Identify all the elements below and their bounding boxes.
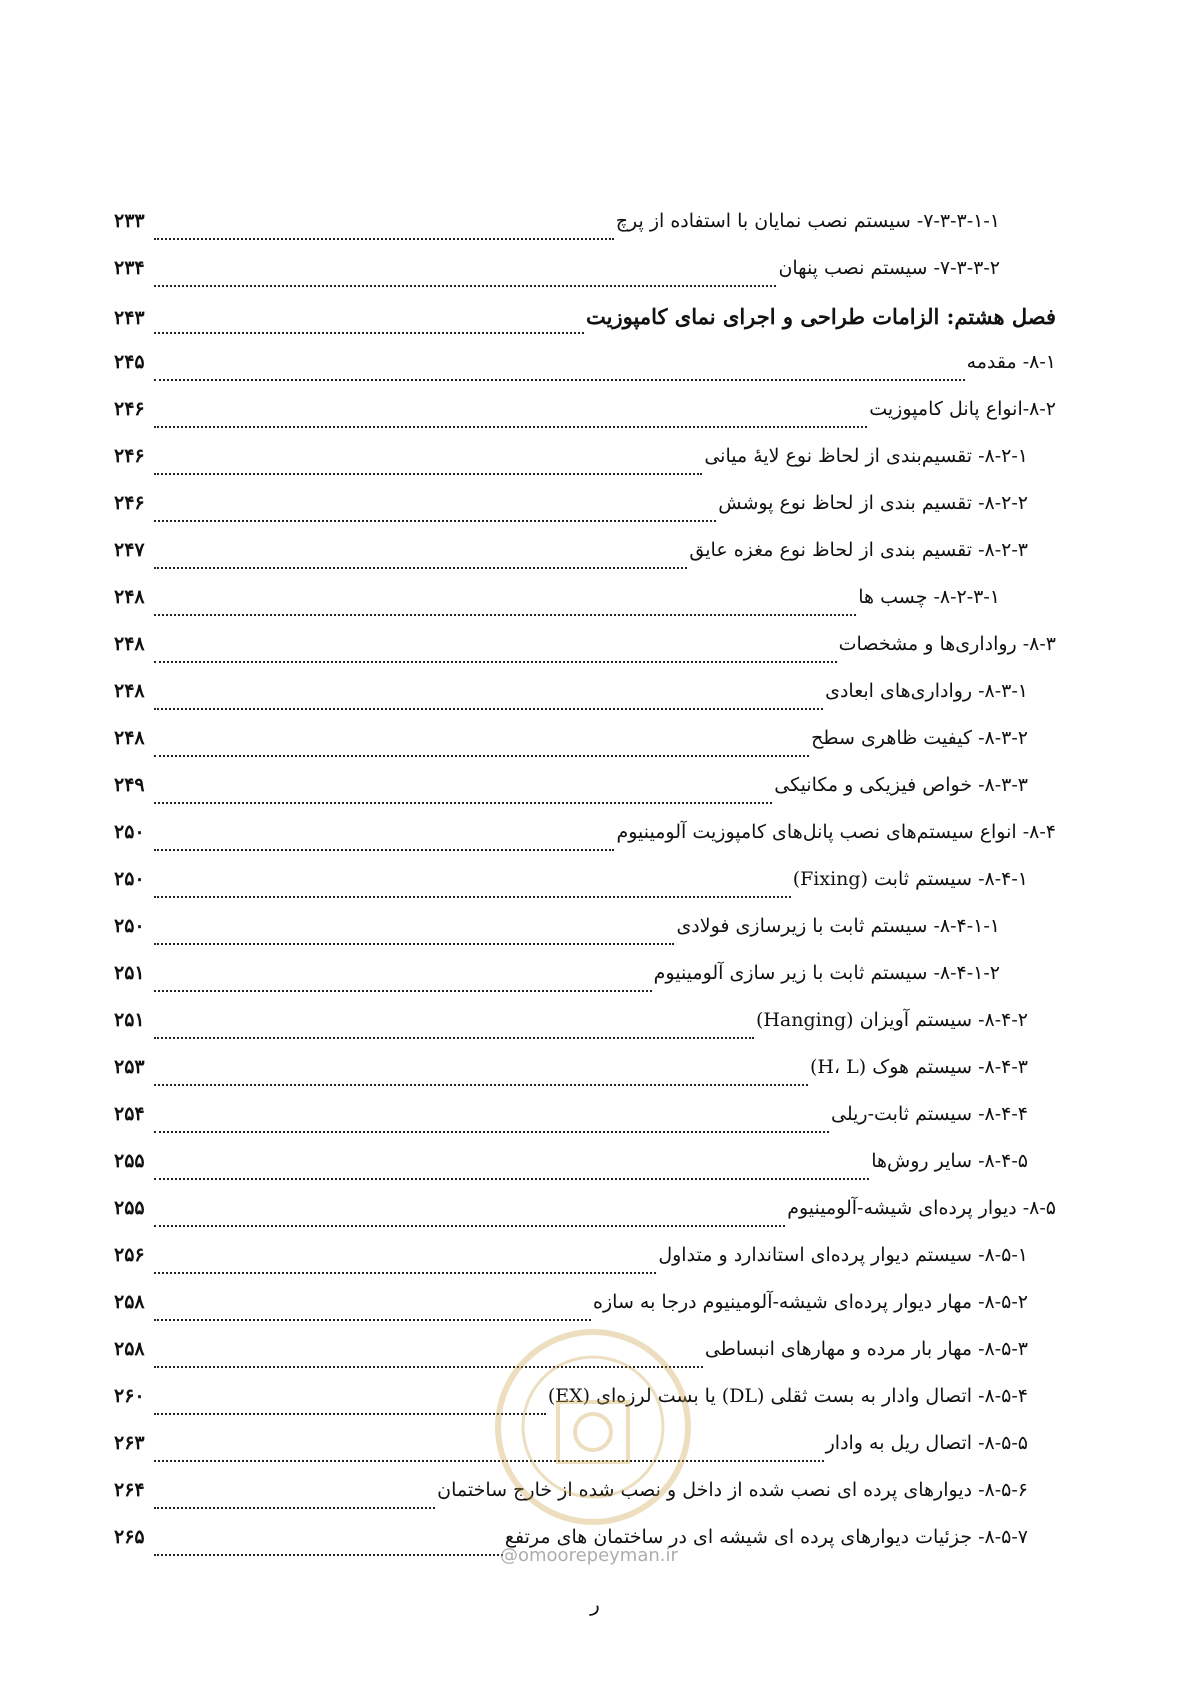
toc-entry[interactable] bbox=[114, 1432, 1056, 1479]
dot-leader bbox=[154, 1037, 754, 1039]
toc-entry-page: ۲۵۰ bbox=[114, 915, 145, 937]
dot-leader bbox=[154, 1319, 591, 1321]
toc-entry[interactable] bbox=[114, 1056, 1056, 1103]
toc-entry[interactable] bbox=[114, 398, 1056, 445]
toc-entry[interactable] bbox=[114, 1338, 1056, 1385]
toc-entry-page: ۲۵۰ bbox=[114, 868, 145, 890]
toc-entry-title: ۸-۴-۵- سایر روش‌ها bbox=[871, 1150, 1028, 1172]
toc-entry-title: ۸-۵-۲- مهار دیوار پرده‌ای شیشه-آلومینیوم درجا به سازه bbox=[593, 1291, 1028, 1313]
table-of-contents bbox=[114, 210, 1056, 1573]
toc-entry[interactable] bbox=[114, 210, 1056, 257]
toc-entry-title: ۸-۲-انواع پانل کامپوزیت bbox=[869, 398, 1056, 420]
toc-entry-page: ۲۵۸ bbox=[114, 1338, 145, 1360]
dot-leader bbox=[154, 1460, 824, 1462]
dot-leader bbox=[154, 1272, 656, 1274]
dot-leader bbox=[154, 332, 584, 334]
toc-entry-title: ۸-۴- انواع سیستم‌های نصب پانل‌های کامپوزیت آلومینیوم bbox=[616, 821, 1056, 843]
toc-entry-title: ۸-۲-۲- تقسیم بندی از لحاظ نوع پوشش bbox=[718, 492, 1028, 514]
toc-entry[interactable] bbox=[114, 304, 1056, 351]
dot-leader bbox=[154, 379, 965, 381]
toc-entry-page: ۲۴۵ bbox=[114, 351, 145, 373]
toc-entry-title: ۸-۳-۱- رواداری‌های ابعادی bbox=[825, 680, 1028, 702]
toc-entry-page: ۲۵۵ bbox=[114, 1197, 145, 1219]
toc-entry[interactable] bbox=[114, 1385, 1056, 1432]
dot-leader bbox=[154, 567, 687, 569]
toc-entry[interactable] bbox=[114, 868, 1056, 915]
toc-entry-title: ۸-۵-۳- مهار بار مرده و مهارهای انبساطی bbox=[704, 1338, 1028, 1360]
toc-entry-title: ۸-۵- دیوار پرده‌ای شیشه-آلومینیوم bbox=[787, 1197, 1056, 1219]
toc-entry[interactable] bbox=[114, 1103, 1056, 1150]
dot-leader bbox=[154, 1554, 503, 1556]
dot-leader bbox=[154, 1413, 546, 1415]
toc-entry-page: ۲۴۸ bbox=[114, 727, 145, 749]
toc-entry-page: ۲۵۱ bbox=[114, 962, 145, 984]
dot-leader bbox=[154, 755, 809, 757]
toc-entry[interactable] bbox=[114, 915, 1056, 962]
dot-leader bbox=[154, 708, 823, 710]
toc-entry-page: ۲۴۷ bbox=[114, 539, 145, 561]
toc-entry-page: ۲۴۶ bbox=[114, 492, 145, 514]
toc-entry[interactable] bbox=[114, 445, 1056, 492]
toc-entry-title: ۸-۴-۳- سیستم هوک (H، L) bbox=[809, 1056, 1028, 1078]
toc-entry-title: ۸-۴-۱- سیستم ثابت (Fixing) bbox=[792, 868, 1028, 890]
toc-entry-title: ۸-۳-۳- خواص فیزیکی و مکانیکی bbox=[774, 774, 1028, 796]
toc-entry-title: ۸-۲-۳- تقسیم بندی از لحاظ نوع مغزه عایق bbox=[689, 539, 1028, 561]
dot-leader bbox=[154, 1225, 785, 1227]
toc-entry-page: ۲۴۶ bbox=[114, 398, 145, 420]
toc-entry-title: ۸-۵-۶- دیوارهای پرده ای نصب شده از داخل و نصب شده از خارج ساختمان bbox=[437, 1479, 1028, 1501]
toc-entry[interactable] bbox=[114, 1009, 1056, 1056]
toc-entry[interactable] bbox=[114, 586, 1056, 633]
dot-leader bbox=[154, 473, 702, 475]
toc-entry-page: ۲۶۴ bbox=[114, 1479, 145, 1501]
dot-leader bbox=[154, 1178, 869, 1180]
toc-entry-title: ۸-۴-۱-۲- سیستم ثابت با زیر سازی آلومینیوم bbox=[653, 962, 1000, 984]
toc-entry-page: ۲۶۵ bbox=[114, 1526, 145, 1548]
dot-leader bbox=[154, 849, 614, 851]
dot-leader bbox=[154, 943, 674, 945]
toc-entry[interactable] bbox=[114, 962, 1056, 1009]
toc-entry-title: ۸-۲-۱- تقسیم‌بندی از لحاظ نوع لایۀ میانی bbox=[704, 445, 1028, 467]
toc-entry-title: فصل هشتم: الزامات طراحی و اجرای نمای کامپوزیت bbox=[586, 304, 1056, 329]
dot-leader bbox=[154, 238, 614, 240]
toc-entry-page: ۲۵۵ bbox=[114, 1150, 145, 1172]
toc-entry-page: ۲۵۰ bbox=[114, 821, 145, 843]
dot-leader bbox=[154, 802, 772, 804]
toc-entry-title: ۸-۵-۷- جزئیات دیوارهای پرده ای شیشه ای در ساختمان های مرتفع bbox=[504, 1526, 1028, 1548]
watermark-text: @omoorepeyman.ir bbox=[500, 1545, 678, 1566]
toc-entry[interactable] bbox=[114, 821, 1056, 868]
toc-entry-title: ۸-۴-۲- سیستم آویزان (Hanging) bbox=[755, 1009, 1028, 1031]
dot-leader bbox=[154, 990, 652, 992]
toc-entry-title: ۸-۵-۱- سیستم دیوار پرده‌ای استاندارد و متداول bbox=[658, 1244, 1028, 1266]
toc-entry-title: ۷-۳-۳-۲- سیستم نصب پنهان bbox=[778, 257, 1000, 279]
toc-entry-page: ۲۴۸ bbox=[114, 680, 145, 702]
toc-entry-page: ۲۴۳ bbox=[114, 307, 145, 329]
dot-leader bbox=[154, 285, 776, 287]
toc-entry[interactable] bbox=[114, 680, 1056, 727]
toc-entry[interactable] bbox=[114, 1197, 1056, 1244]
dot-leader bbox=[154, 1084, 808, 1086]
toc-entry-page: ۲۶۳ bbox=[114, 1432, 145, 1454]
toc-entry-title: ۸-۴-۴- سیستم ثابت-ریلی bbox=[831, 1103, 1028, 1125]
toc-entry-title: ۷-۳-۳-۱-۱- سیستم نصب نمایان با استفاده از پرچ bbox=[615, 210, 1000, 232]
dot-leader bbox=[154, 426, 867, 428]
dot-leader bbox=[154, 1366, 703, 1368]
toc-entry[interactable] bbox=[114, 1244, 1056, 1291]
toc-entry-page: ۲۳۳ bbox=[114, 210, 145, 232]
toc-entry-page: ۲۵۱ bbox=[114, 1009, 145, 1031]
toc-entry-title: ۸-۱- مقدمه bbox=[966, 351, 1056, 373]
toc-entry-page: ۲۵۳ bbox=[114, 1056, 145, 1078]
toc-entry[interactable] bbox=[114, 1291, 1056, 1338]
toc-entry-title: ۸-۲-۳-۱- چسب ها bbox=[858, 586, 1000, 608]
dot-leader bbox=[154, 520, 716, 522]
dot-leader bbox=[154, 661, 837, 663]
toc-entry-page: ۲۴۶ bbox=[114, 445, 145, 467]
dot-leader bbox=[154, 614, 856, 616]
page-number: ر bbox=[590, 1592, 600, 1616]
toc-entry-page: ۲۴۸ bbox=[114, 633, 145, 655]
dot-leader bbox=[154, 896, 791, 898]
toc-entry[interactable] bbox=[114, 1150, 1056, 1197]
toc-entry-title: ۸-۳-۲- کیفیت ظاهری سطح bbox=[811, 727, 1028, 749]
toc-entry[interactable] bbox=[114, 727, 1056, 774]
toc-entry-title: ۸-۵-۵- اتصال ریل به وادار bbox=[825, 1432, 1028, 1454]
toc-entry-page: ۲۵۶ bbox=[114, 1244, 145, 1266]
toc-entry-page: ۲۴۹ bbox=[114, 774, 145, 796]
toc-entry-title: ۸-۵-۴- اتصال وادار به بست ثقلی (DL) یا بست لرزه‌ای (EX) bbox=[547, 1385, 1028, 1407]
toc-entry-page: ۲۴۸ bbox=[114, 586, 145, 608]
toc-entry[interactable] bbox=[114, 492, 1056, 539]
toc-entry[interactable] bbox=[114, 633, 1056, 680]
toc-entry[interactable] bbox=[114, 539, 1056, 586]
toc-entry-page: ۲۵۸ bbox=[114, 1291, 145, 1313]
toc-entry-page: ۲۶۰ bbox=[114, 1385, 145, 1407]
toc-entry-page: ۲۳۴ bbox=[114, 257, 145, 279]
toc-entry-title: ۸-۳- رواداری‌ها و مشخصات bbox=[838, 633, 1056, 655]
toc-entry[interactable] bbox=[114, 774, 1056, 821]
toc-entry-page: ۲۵۴ bbox=[114, 1103, 145, 1125]
dot-leader bbox=[154, 1131, 829, 1133]
dot-leader bbox=[154, 1507, 435, 1509]
toc-entry[interactable] bbox=[114, 351, 1056, 398]
toc-entry[interactable] bbox=[114, 257, 1056, 304]
toc-entry-title: ۸-۴-۱-۱- سیستم ثابت با زیرسازی فولادی bbox=[676, 915, 1000, 937]
toc-entry[interactable] bbox=[114, 1479, 1056, 1526]
